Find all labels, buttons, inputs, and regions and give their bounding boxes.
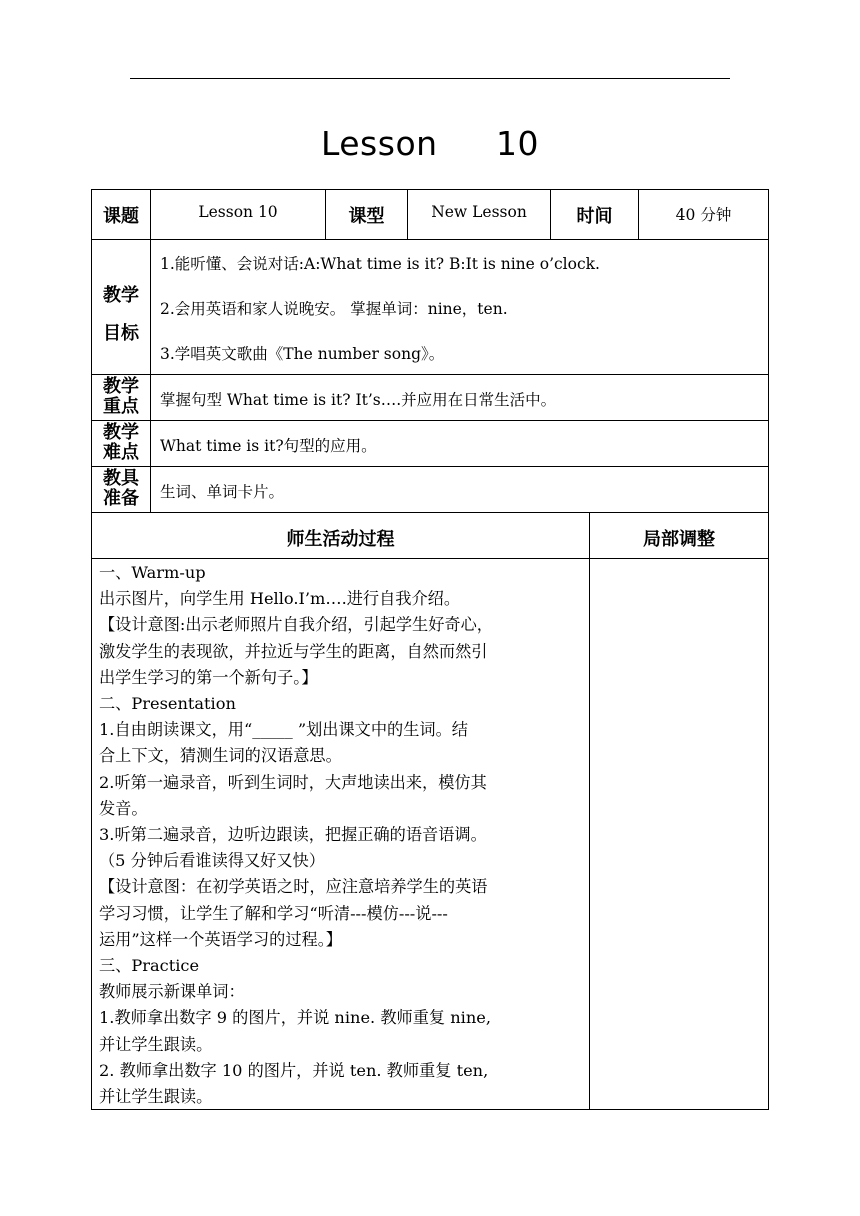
goal-item: 1.能听懂、会说对话:A:What time is it? B:It is nine o’clock. (160, 255, 600, 273)
process-line: 2.听第一遍录音，听到生词时，大声地读出来，模仿其 (99, 772, 487, 792)
process-line: 教师展示新课单词： (99, 982, 245, 1002)
materials-label: 教具 准备 (103, 468, 139, 509)
table-border-right (768, 189, 769, 1110)
process-line: 【设计意图:出示老师照片自我介绍，引起学生好奇心， (99, 615, 493, 635)
process-line: 发音。 (99, 798, 148, 818)
topic-value: Lesson 10 (198, 203, 278, 221)
time-value: 40 分钟 (675, 206, 732, 224)
process-line: 合上下文，猜测生词的汉语意思。 (99, 746, 342, 766)
process-line: 激发学生的表现欲，并拉近与学生的距离，自然而然引 (99, 641, 488, 661)
process-line: 出学生学习的第一个新句子。】 (99, 667, 318, 687)
adjustment-header: 局部调整 (643, 529, 715, 550)
table-border-top (91, 189, 769, 190)
table-line (91, 239, 769, 240)
process-content (99, 560, 585, 1110)
table-line (91, 420, 769, 421)
table-line (150, 189, 151, 513)
table-line (91, 374, 769, 375)
process-line: 1.自由朗读课文，用“_____ ”划出课文中的生词。结 (99, 720, 468, 740)
process-line: 运用”这样一个英语学习的过程。】 (99, 929, 342, 949)
process-line: 一、Warm-up (99, 563, 206, 582)
time-label: 时间 (576, 206, 613, 227)
type-value: New Lesson (431, 203, 527, 221)
type-label: 课型 (348, 206, 385, 227)
table-line (91, 466, 769, 467)
process-line: 并让学生跟读。 (99, 1034, 213, 1054)
top-rule (130, 78, 730, 79)
key-points-text: 掌握句型 What time is it? It’s….并应用在日常生活中。 (160, 391, 557, 409)
process-line: 2. 教师拿出数字 10 的图片，并说 ten. 教师重复 ten, (99, 1060, 489, 1080)
table-line (589, 512, 590, 1110)
key-points-label: 教学 重点 (103, 376, 139, 417)
goals-label: 教学 目标 (103, 285, 139, 344)
materials-text: 生词、单词卡片。 (160, 483, 285, 501)
process-line: 二、Presentation (99, 694, 236, 714)
goal-item: 2.会用英语和家人说晚安。 掌握单词：nine，ten. (160, 300, 508, 318)
process-line: 【设计意图：在初学英语之时，应注意培养学生的英语 (99, 877, 488, 897)
process-line: 三、Practice (99, 956, 200, 976)
difficulties-text: What time is it?句型的应用。 (160, 437, 377, 455)
process-line: 并让学生跟读。 (99, 1087, 213, 1107)
process-line: 出示图片，向学生用 Hello.I’m….进行自我介绍。 (99, 589, 461, 609)
process-header: 师生活动过程 (286, 529, 395, 550)
process-line: 1.教师拿出数字 9 的图片，并说 nine. 教师重复 nine, (99, 1008, 491, 1028)
table-line (91, 512, 769, 513)
goal-item: 3.学唱英文歌曲《The number song》。 (160, 345, 445, 363)
process-line: （5 分钟后看谁读得又好又快） (99, 851, 325, 871)
topic-label: 课题 (103, 206, 139, 227)
process-line: 3.听第二遍录音，边听边跟读，把握正确的语音语调。 (99, 825, 487, 845)
page-title: Lesson 10 (320, 124, 540, 163)
difficulties-label: 教学 难点 (103, 422, 139, 463)
table-line (91, 558, 769, 559)
process-line: 学习习惯，让学生了解和学习“听清---模仿---说--- (99, 903, 448, 923)
